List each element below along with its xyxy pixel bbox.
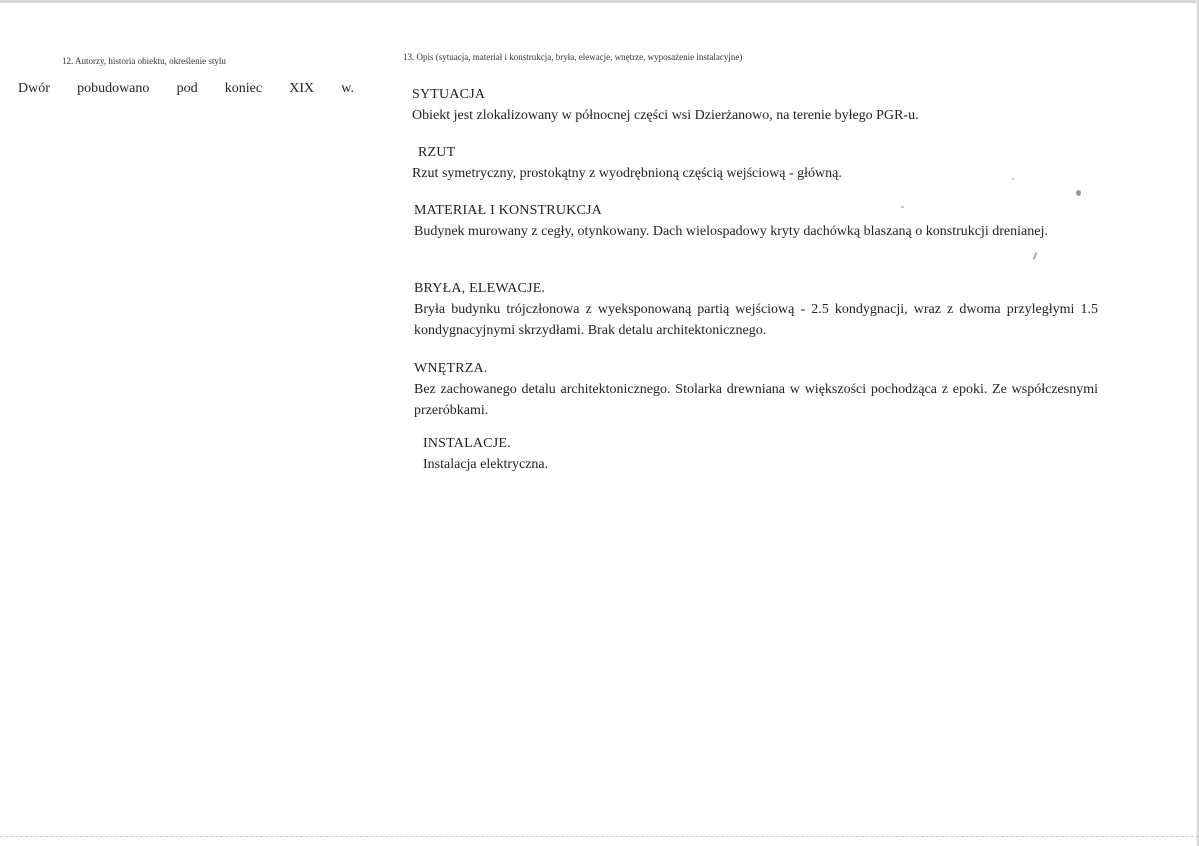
section-heading: MATERIAŁ I KONSTRUKCJA [414, 203, 602, 218]
page-top-edge [0, 0, 1199, 3]
field-12-word: pod [176, 81, 198, 96]
section-wnetrza [414, 358, 1098, 421]
field-12-word: pobudowano [77, 81, 150, 96]
section-text: Rzut symetryczny, prostokątny z wyodrębnioną częścią wejściową - główną. [412, 166, 842, 181]
section-bryla-elewacje [414, 278, 1098, 341]
section-heading: RZUT [418, 145, 456, 160]
section-sytuacja [412, 84, 1096, 126]
section-rzut [412, 142, 1096, 184]
section-text: Obiekt jest zlokalizowany w północnej części wsi Dzierżanowo, na terenie byłego PGR-u. [412, 108, 919, 123]
scan-speck [1012, 178, 1014, 180]
section-heading: SYTUACJA [412, 87, 486, 102]
scan-speck [1033, 252, 1038, 260]
field-12-word: w. [341, 81, 354, 96]
field-13-label: 13. Opis (sytuacja, materiał i konstrukcja, bryła, elewacje, wnętrze, wyposażenie instalacyjne) [403, 52, 743, 62]
field-12-word: koniec [224, 81, 263, 96]
section-heading: BRYŁA, ELEWACJE. [414, 281, 546, 296]
section-instalacje [423, 433, 723, 475]
section-text: Budynek murowany z cegły, otynkowany. Dach wielospadowy kryty dachówką blaszaną o konstrukcji drenianej. [414, 224, 1048, 239]
section-material-konstrukcja [414, 200, 1098, 242]
scan-speck [901, 206, 904, 208]
section-heading: WNĘTRZA. [414, 361, 488, 376]
field-12-word: Dwór [18, 81, 50, 96]
section-heading: INSTALACJE. [423, 436, 511, 451]
section-text: Bez zachowanego detalu architektonicznego. Stolarka drewniana w większości pochodząca z epoki. Ze współczesnymi przeróbkami. [414, 382, 1098, 418]
scan-speck [1076, 190, 1081, 196]
section-text: Instalacja elektryczna. [423, 457, 549, 472]
page-bottom-edge [0, 836, 1199, 839]
section-text: Bryła budynku trójczłonowa z wyeksponowaną partią wejściową - 2.5 kondygnacji, wraz z dwoma przyległymi 1.5 kondygnacyjnymi skrzydłami. Brak detalu architektonicznego. [414, 302, 1098, 338]
field-12-word: XIX [289, 81, 315, 96]
field-12-label: 12. Autorzy, historia obiektu, określenie stylu [62, 56, 226, 66]
field-12-text [18, 81, 354, 97]
